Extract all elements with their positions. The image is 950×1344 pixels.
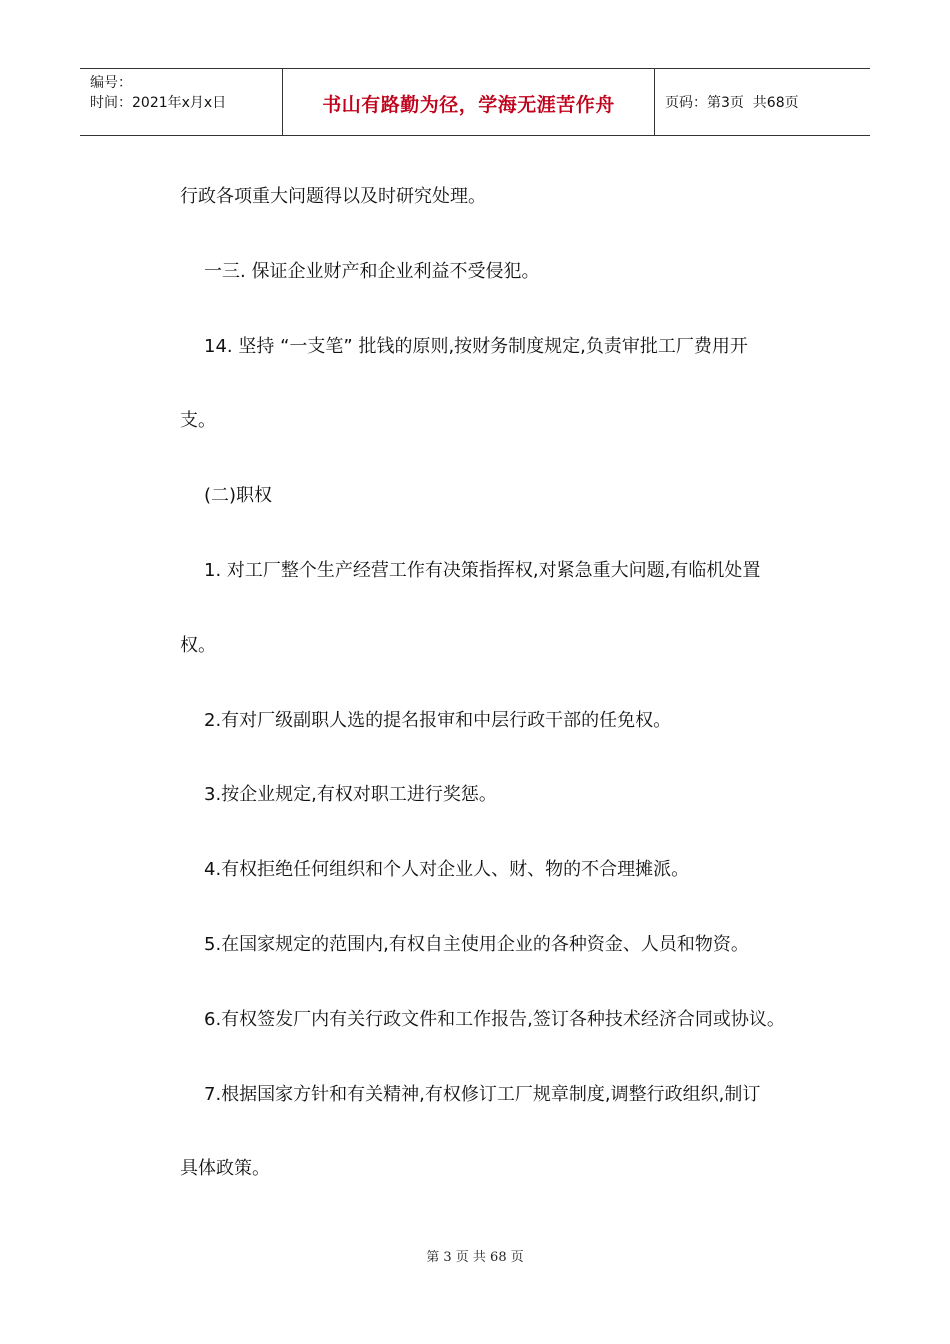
number-label: 编号：: [90, 75, 132, 91]
paragraph: 7.根据国家方针和有关精神,有权修订工厂规章制度,调整行政组织,制订: [204, 1083, 761, 1105]
paragraph: 14. 坚持 “一支笔” 批钱的原则,按财务制度规定,负责审批工厂费用开: [204, 335, 748, 357]
paragraph: 行政各项重大问题得以及时研究处理。: [180, 186, 486, 207]
header-page-info-cell: [655, 69, 870, 135]
page-footer: 第 3 页 共 68 页: [426, 1250, 524, 1265]
document-body: [180, 160, 820, 1207]
paragraph: 具体政策。: [180, 1158, 270, 1180]
paragraph: 2.有对厂级副职人选的提名报审和中层行政干部的任免权。: [204, 709, 672, 731]
paragraph: 权。: [180, 634, 216, 656]
header-meta: [80, 69, 282, 135]
paragraph: 支。: [180, 410, 216, 432]
paragraph: 6.有权签发厂内有关行政文件和工作报告,签订各种技术经济合同或协议。: [204, 1008, 785, 1030]
paragraph: 1. 对工厂整个生产经营工作有决策指挥权,对紧急重大问题,有临机处置: [204, 559, 761, 581]
paragraph: 5.在国家规定的范围内,有权自主使用企业的各种资金、人员和物资。: [204, 933, 749, 955]
document-header: [80, 68, 870, 136]
paragraph: 一三. 保证企业财产和企业利益不受侵犯。: [204, 260, 540, 282]
section-heading: (二)职权: [204, 485, 273, 507]
paragraph: 3.按企业规定,有权对职工进行奖惩。: [204, 784, 497, 806]
time-label: 时间：2021年x月x日: [90, 95, 227, 111]
header-page-info: 页码：第3页 共68页: [665, 95, 799, 111]
header-motto-cell: [282, 69, 655, 135]
header-motto: 书山有路勤为径，学海无涯苦作舟: [322, 93, 615, 116]
paragraph: 4.有权拒绝任何组织和个人对企业人、财、物的不合理摊派。: [204, 859, 690, 881]
